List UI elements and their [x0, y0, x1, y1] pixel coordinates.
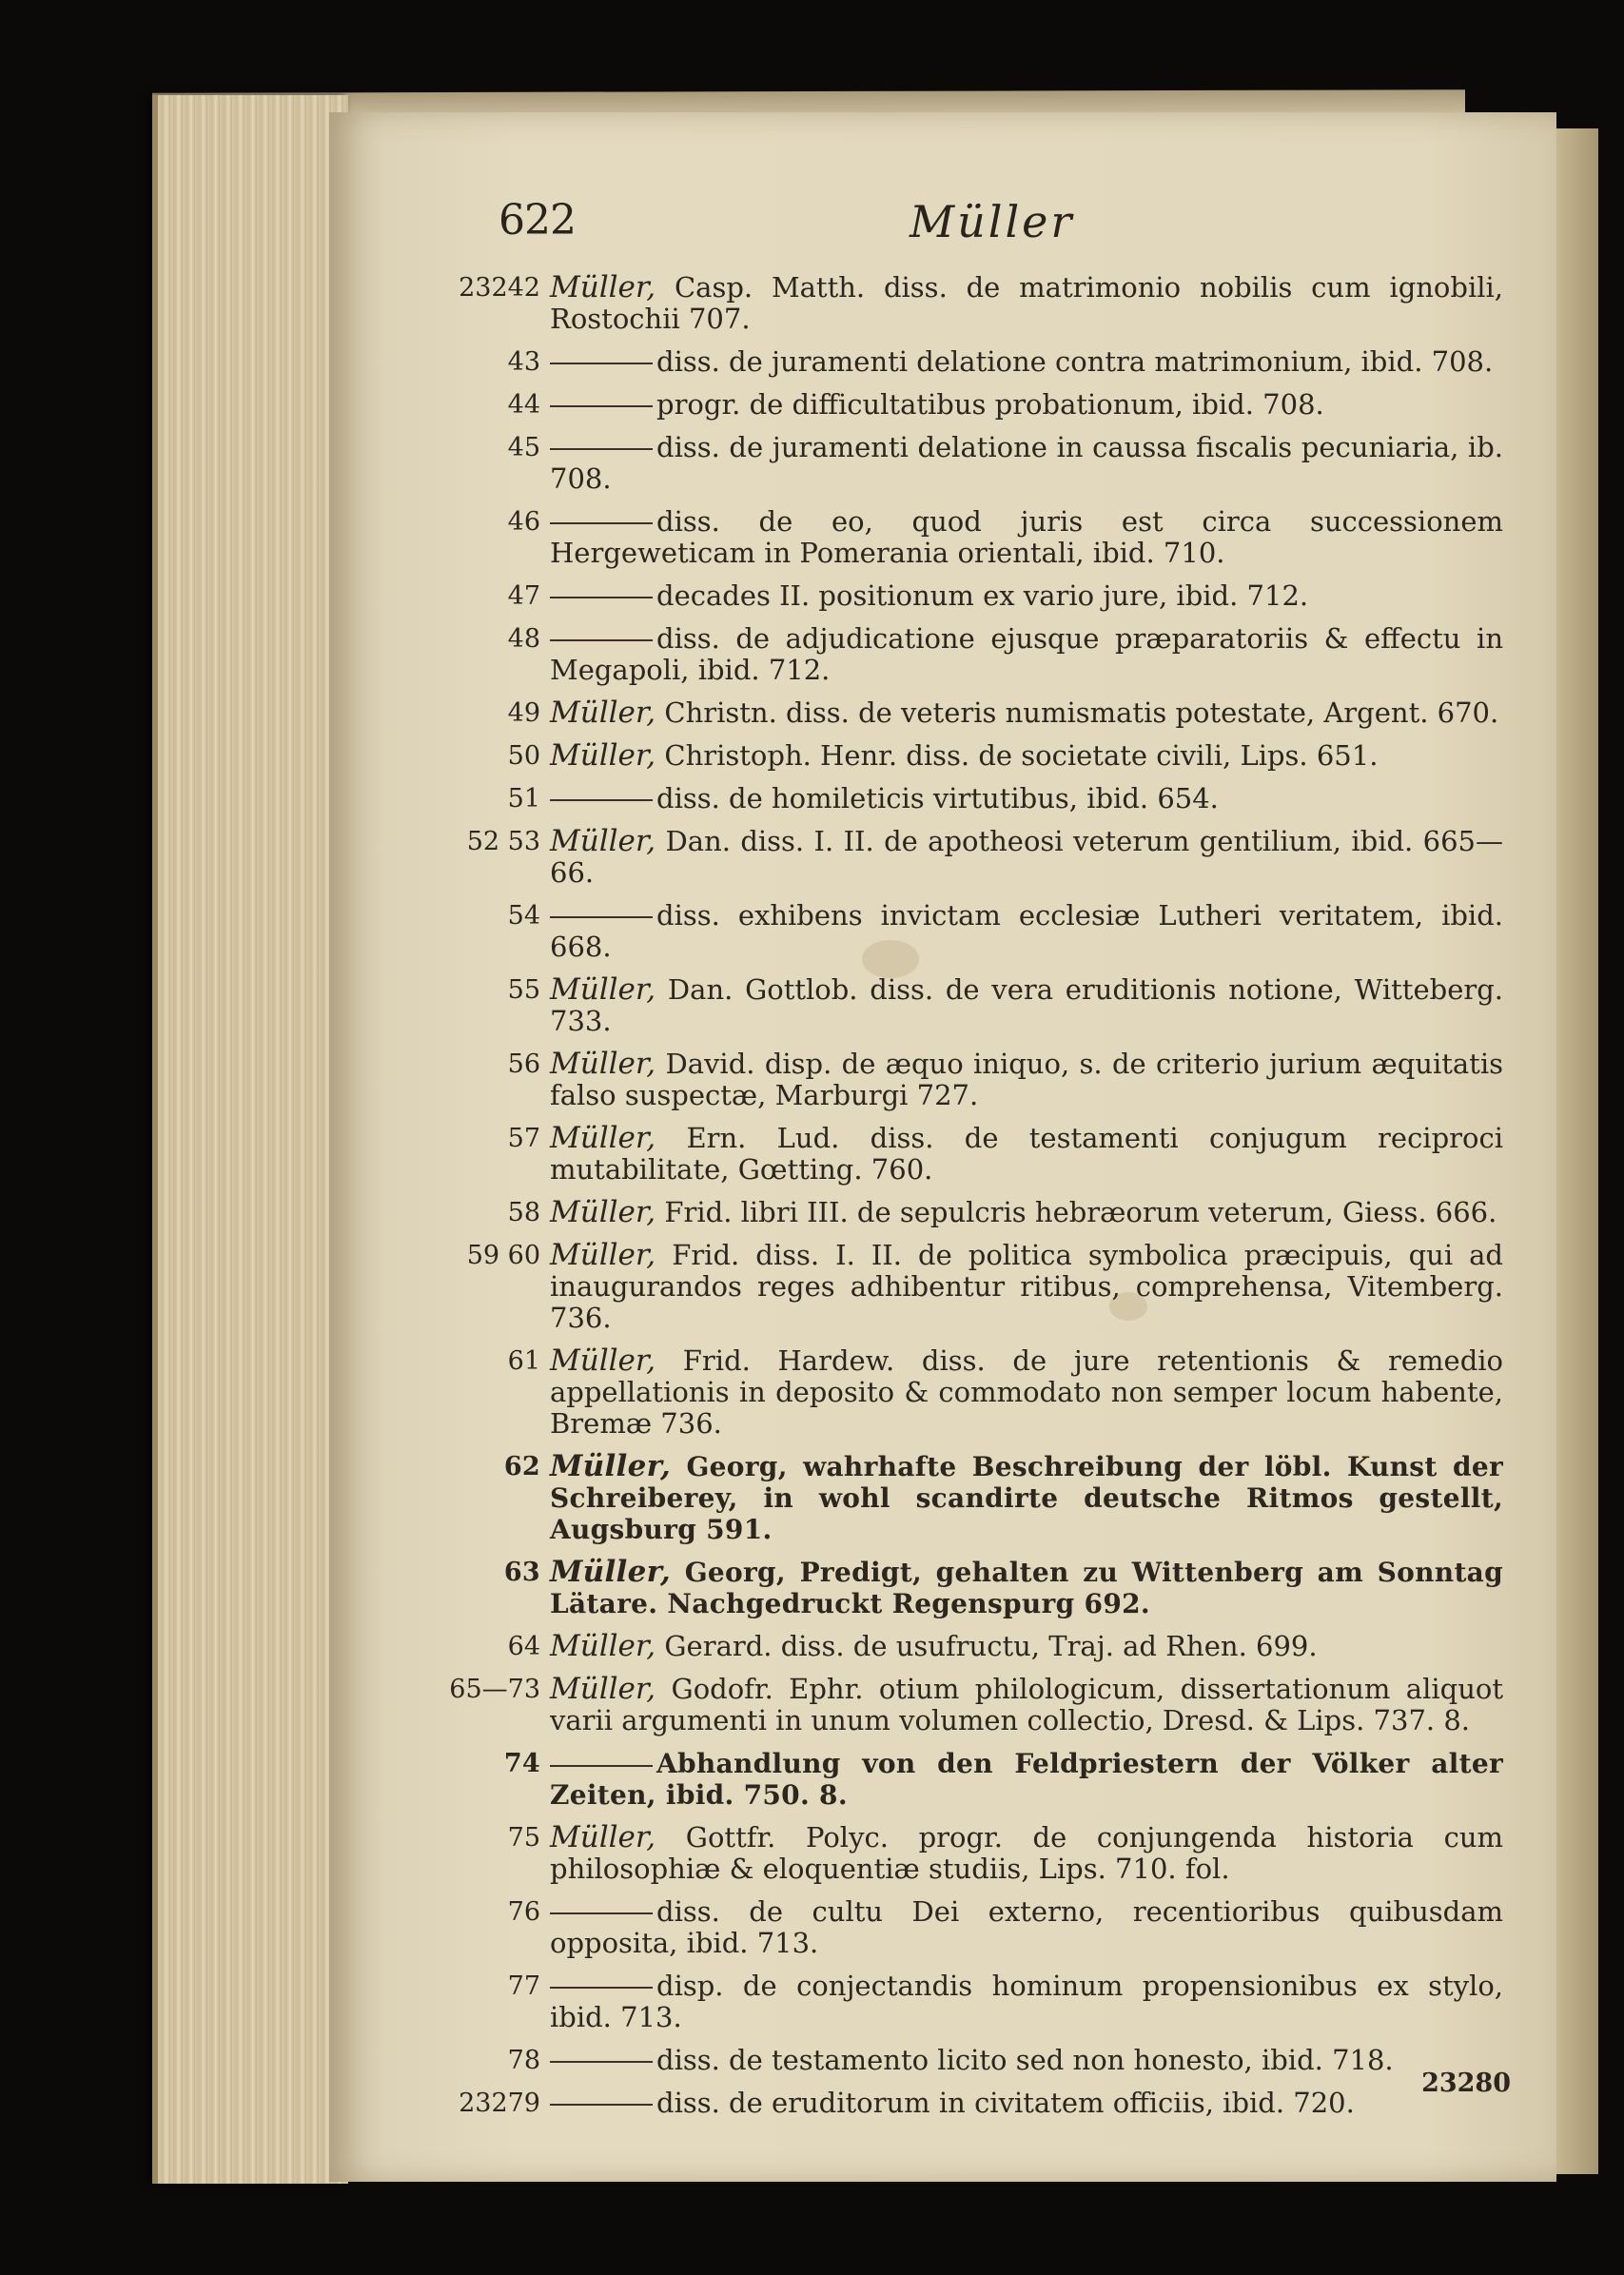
ditto-dash	[550, 2061, 653, 2063]
ditto-dash	[550, 799, 653, 801]
entry-text: diss. de juramenti delatione in caussa fiscalis pecuniaria, ib. 708.	[550, 431, 1503, 495]
bibliography-entry	[329, 389, 1556, 421]
entry-text: David. disp. de æquo iniquo, s. de criterio jurium æquitatis falso suspectæ, Marburgi 727.	[550, 1048, 1503, 1111]
bibliography-entry	[329, 1197, 1556, 1228]
book-right-edge	[1556, 128, 1598, 2174]
entry-number: 75	[507, 1823, 540, 1853]
bibliography-entry	[329, 783, 1556, 814]
entry-author: Müller,	[550, 738, 656, 773]
entry-number: 49	[507, 698, 540, 728]
entry-text: Frid. libri III. de sepulcris hebræorum veterum, Giess. 666.	[655, 1196, 1497, 1228]
bibliography-entries	[329, 272, 1556, 2130]
bibliography-entry	[329, 1345, 1556, 1440]
bibliography-entry	[329, 1557, 1556, 1619]
entry-text: Frid. diss. I. II. de politica symbolica præcipuis, qui ad inaugurandos reges adhibentur ritibus, comprehensa, Vitemberg. 736.	[550, 1239, 1503, 1334]
entry-author: Müller,	[550, 270, 656, 304]
entry-number: 44	[507, 390, 540, 420]
ditto-dash	[550, 363, 653, 364]
bibliography-entry	[329, 1748, 1556, 1811]
entry-text: diss. de adjudicatione ejusque præparatoriis & effectu in Megapoli, ibid. 712.	[550, 622, 1503, 686]
entry-author: Müller,	[550, 1555, 672, 1589]
bibliography-entry	[329, 432, 1556, 495]
bibliography-entry	[329, 900, 1556, 963]
entry-text: diss. exhibens invictam ecclesiæ Lutheri veritatem, ibid. 668.	[550, 899, 1503, 963]
ditto-dash	[550, 639, 653, 641]
bibliography-entry	[329, 272, 1556, 335]
bibliography-entry	[329, 1822, 1556, 1885]
entry-text: diss. de homileticis virtutibus, ibid. 654.	[656, 782, 1219, 814]
entry-number: 77	[507, 1971, 540, 2001]
bibliography-entry	[329, 1896, 1556, 1959]
entry-author: Müller,	[550, 972, 656, 1007]
ditto-dash	[550, 1765, 653, 1767]
catchword: 23280	[1421, 2069, 1511, 2098]
entry-text: Casp. Matth. diss. de matrimonio nobilis cum ignobili, Rostochii 707.	[550, 271, 1503, 335]
entry-text: Christoph. Henr. diss. de societate civili, Lips. 651.	[655, 739, 1379, 772]
entry-number: 58	[507, 1198, 540, 1227]
ditto-dash	[550, 1987, 653, 1989]
ditto-dash	[550, 1912, 653, 1914]
entry-number: 64	[507, 1632, 540, 1661]
entry-text: Ern. Lud. diss. de testamenti conjugum reciproci mutabilitate, Gœtting. 760.	[550, 1122, 1503, 1186]
bibliography-entry	[329, 1674, 1556, 1736]
entry-text: diss. de eruditorum in civitatem officiis, ibid. 720.	[656, 2087, 1355, 2119]
bibliography-entry	[329, 346, 1556, 378]
entry-number: 63	[503, 1558, 540, 1587]
bibliography-entry	[329, 1049, 1556, 1111]
entry-author: Müller,	[550, 696, 656, 730]
entry-number: 62	[503, 1452, 540, 1481]
entry-author: Müller,	[550, 1121, 656, 1155]
entry-number: 59 60	[466, 1241, 540, 1270]
entry-text: progr. de difficultatibus probationum, ibid. 708.	[656, 388, 1324, 421]
bibliography-entry	[329, 1631, 1556, 1662]
entry-text: Christn. diss. de veteris numismatis potestate, Argent. 670.	[655, 696, 1499, 729]
entry-text: Gottfr. Polyc. progr. de conjungenda historia cum philosophiæ & eloquentiæ studiis, Lips. 710. fol.	[550, 1821, 1503, 1885]
entry-text: diss. de cultu Dei externo, recentioribus quibusdam opposita, ibid. 713.	[550, 1895, 1503, 1959]
running-head	[329, 196, 1556, 263]
ditto-dash	[550, 597, 653, 598]
entry-author: Müller,	[550, 1343, 656, 1378]
bibliography-entry	[329, 580, 1556, 612]
entry-number: 52 53	[466, 827, 540, 856]
entry-text: Dan. diss. I. II. de apotheosi veterum gentilium, ibid. 665—66.	[550, 825, 1503, 889]
entry-text: diss. de testamento licito sed non honesto, ibid. 718.	[656, 2044, 1394, 2076]
entry-number: 76	[507, 1897, 540, 1927]
entry-number: 47	[507, 581, 540, 611]
entry-number: 45	[507, 433, 540, 462]
entry-number: 54	[507, 901, 540, 931]
ditto-dash	[550, 2104, 653, 2106]
page-title: Müller	[910, 196, 1075, 247]
bibliography-entry	[329, 1123, 1556, 1186]
bibliography-entry	[329, 1971, 1556, 2033]
entry-number: 48	[507, 624, 540, 654]
entry-number: 56	[507, 1049, 540, 1079]
bibliography-entry	[329, 2045, 1556, 2076]
ditto-dash	[550, 916, 653, 918]
bibliography-entry	[329, 697, 1556, 729]
entry-text: Abhandlung von den Feldpriestern der Völker alter Zeiten, ibid. 750. 8.	[550, 1748, 1503, 1811]
ditto-dash	[550, 522, 653, 524]
entry-author: Müller,	[550, 1195, 656, 1229]
entry-author: Müller,	[550, 1238, 656, 1272]
ditto-dash	[550, 448, 653, 450]
entry-author: Müller,	[550, 1820, 656, 1854]
bibliography-entry	[329, 1240, 1556, 1334]
entry-number: 57	[507, 1124, 540, 1153]
entry-text: Godofr. Ephr. otium philologicum, dissertationum aliquot varii argumenti in unum volumen collectio, Dresd. & Lips. 737. 8.	[550, 1673, 1503, 1736]
entry-text: Georg, Predigt, gehalten zu Wittenberg am Sonntag Lätare. Nachgedruckt Regenspurg 692.	[550, 1557, 1503, 1619]
entry-number: 55	[507, 975, 540, 1005]
entry-number: 51	[507, 784, 540, 814]
entry-number: 43	[507, 347, 540, 377]
entry-number: 46	[507, 507, 540, 537]
entry-number: 74	[503, 1749, 540, 1778]
entry-author: Müller,	[550, 1449, 672, 1483]
entry-number: 61	[507, 1346, 540, 1376]
entry-text: decades II. positionum ex vario jure, ibid. 712.	[656, 579, 1309, 612]
entry-text: Georg, wahrhafte Beschreibung der löbl. Kunst der Schreiberey, in wohl scandirte deutsche Ritmos gestellt, Augsburg 591.	[550, 1451, 1503, 1545]
book-fore-edge	[152, 95, 348, 2184]
page-number: 622	[499, 196, 576, 245]
bibliography-entry	[329, 740, 1556, 772]
entry-text: Frid. Hardew. diss. de jure retentionis & remedio appellationis in deposito & commodato non semper locum habente, Bremæ 736.	[550, 1344, 1503, 1440]
book-page	[329, 112, 1556, 2182]
bibliography-entry	[329, 2088, 1556, 2119]
entry-author: Müller,	[550, 1047, 656, 1081]
bibliography-entry	[329, 826, 1556, 889]
entry-number: 23242	[459, 273, 540, 303]
entry-text: diss. de eo, quod juris est circa successionem Hergeweticam in Pomerania orientali, ibid. 710.	[550, 505, 1503, 569]
entry-text: disp. de conjectandis hominum propensionibus ex stylo, ibid. 713.	[550, 1970, 1503, 2033]
entry-number: 78	[507, 2046, 540, 2075]
bibliography-entry	[329, 506, 1556, 569]
entry-number: 65—73	[449, 1675, 540, 1704]
entry-number: 50	[507, 741, 540, 771]
bibliography-entry	[329, 974, 1556, 1037]
entry-author: Müller,	[550, 1629, 656, 1663]
entry-author: Müller,	[550, 824, 656, 858]
entry-text: Gerard. diss. de usufructu, Traj. ad Rhen. 699.	[655, 1630, 1318, 1662]
entry-number: 23279	[459, 2089, 540, 2118]
entry-text: Dan. Gottlob. diss. de vera eruditionis notione, Witteberg. 733.	[550, 973, 1503, 1037]
entry-author: Müller,	[550, 1672, 656, 1706]
ditto-dash	[550, 405, 653, 407]
entry-text: diss. de juramenti delatione contra matrimonium, ibid. 708.	[656, 345, 1494, 378]
bibliography-entry	[329, 623, 1556, 686]
bibliography-entry	[329, 1451, 1556, 1545]
